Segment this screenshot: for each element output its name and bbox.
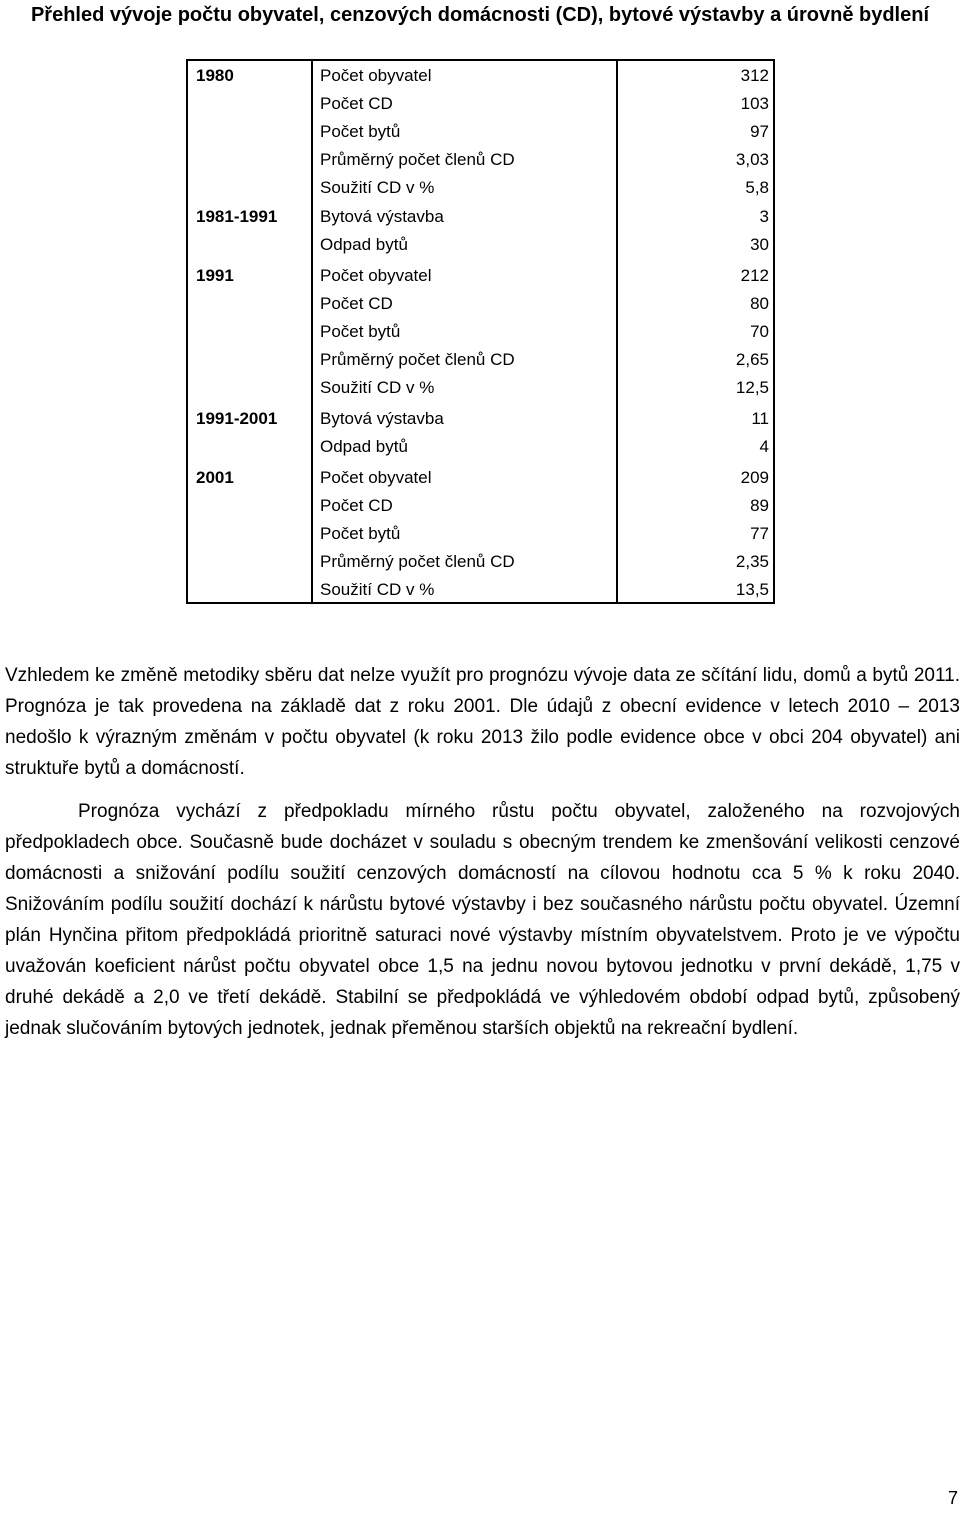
table-cell-label: Odpad bytů [320,437,408,456]
table-divider-period [311,59,313,604]
table-cell-label: Soužití CD v % [320,178,435,197]
paragraph-prognosis: Prognóza vychází z předpokladu mírného růstu počtu obyvatel, založeného na rozvojových předpokladech obce. Současně bude docházet v souladu s obecným trendem ke zmenšování velikosti cenzové domácnosti a snižování podílu soužití cenzových domácností na cílovou hodnotu cca 5 % k roku 2040. Snižováním podílu soužití dochází k nárůstu bytové výstavby i bez současného nárůstu počtu obyvatel. Územní plán Hynčina přitom předpokládá prioritně saturaci nové výstavby místním obyvatelstvem. Proto je ve výpočtu uvažován koeficient nárůst počtu obyvatel obce 1,5 na jednu novou bytovou jednotku v první dekádě, 1,75 v druhé dekádě a 2,0 ve třetí dekádě. Stabilní se předpokládá ve výhledovém období odpad bytů, způsobený jednak slučováním bytových jednotek, jednak přeměnou starších objektů na rekreační bydlení. [5,801,960,1039]
table-cell-label: Počet bytů [320,322,401,341]
table-cell-value: 2,65 [735,350,769,369]
table-cell-period: 1991-2001 [196,409,278,428]
table-divider-value [616,59,618,604]
table-cell-value: 209 [740,468,769,487]
table-cell-value: 11 [751,409,769,428]
table-cell-label: Počet bytů [320,122,401,141]
paragraph-methodology: Vzhledem ke změně metodiky sběru dat nelze využít pro prognózu vývoje data ze sčítání lidu, domů a bytů 2011. Prognóza je tak provedena na základě dat z roku 2001. Dle údajů z obecní evidence v letech 2010 – 2013 nedošlo k výrazným změnám v počtu obyvatel (k roku 2013 žilo podle evidence obce v obci 204 obyvatel) ani struktuře bytů a domácností. [5,665,960,779]
table-cell-period: 2001 [196,468,234,487]
table-cell-label: Průměrný počet členů CD [320,350,515,369]
table-cell-value: 5,8 [745,178,769,197]
table-cell-period: 1980 [196,66,234,85]
table-cell-label: Počet CD [320,294,393,313]
table-cell-label: Odpad bytů [320,235,408,254]
table-cell-label: Počet obyvatel [320,266,432,285]
table-cell-value: 103 [740,94,769,113]
table-cell-value: 80 [750,294,769,313]
table-cell-value: 4 [759,437,769,456]
table-cell-value: 97 [750,122,769,141]
page-title: Přehled vývoje počtu obyvatel, cenzových domácnosti (CD), bytové výstavby a úrovně bydlení [30,4,930,26]
table-cell-value: 2,35 [735,552,769,571]
table-cell-value: 3,03 [735,150,769,169]
table-cell-label: Bytová výstavba [320,409,444,428]
table-cell-label: Bytová výstavba [320,207,444,226]
table-cell-label: Počet CD [320,496,393,515]
table-cell-label: Počet CD [320,94,393,113]
table-cell-value: 212 [740,266,769,285]
table-cell-label: Průměrný počet členů CD [320,552,515,571]
table-cell-value: 70 [750,322,769,341]
table-cell-period: 1981-1991 [196,207,278,226]
table-cell-period: 1991 [196,266,234,285]
table-cell-value: 30 [750,235,769,254]
table-cell-label: Průměrný počet členů CD [320,150,515,169]
table-cell-label: Počet obyvatel [320,468,432,487]
table-cell-value: 312 [740,66,769,85]
table-cell-label: Soužití CD v % [320,378,435,397]
table-cell-label: Soužití CD v % [320,580,435,599]
table-cell-value: 89 [750,496,769,515]
table-cell-value: 12,5 [735,378,769,397]
table-cell-label: Počet bytů [320,524,401,543]
page-number: 7 [947,1488,958,1508]
table-cell-label: Počet obyvatel [320,66,432,85]
data-table [186,59,775,604]
table-cell-value: 13,5 [735,580,769,599]
table-cell-value: 3 [759,207,769,226]
table-cell-value: 77 [750,524,769,543]
